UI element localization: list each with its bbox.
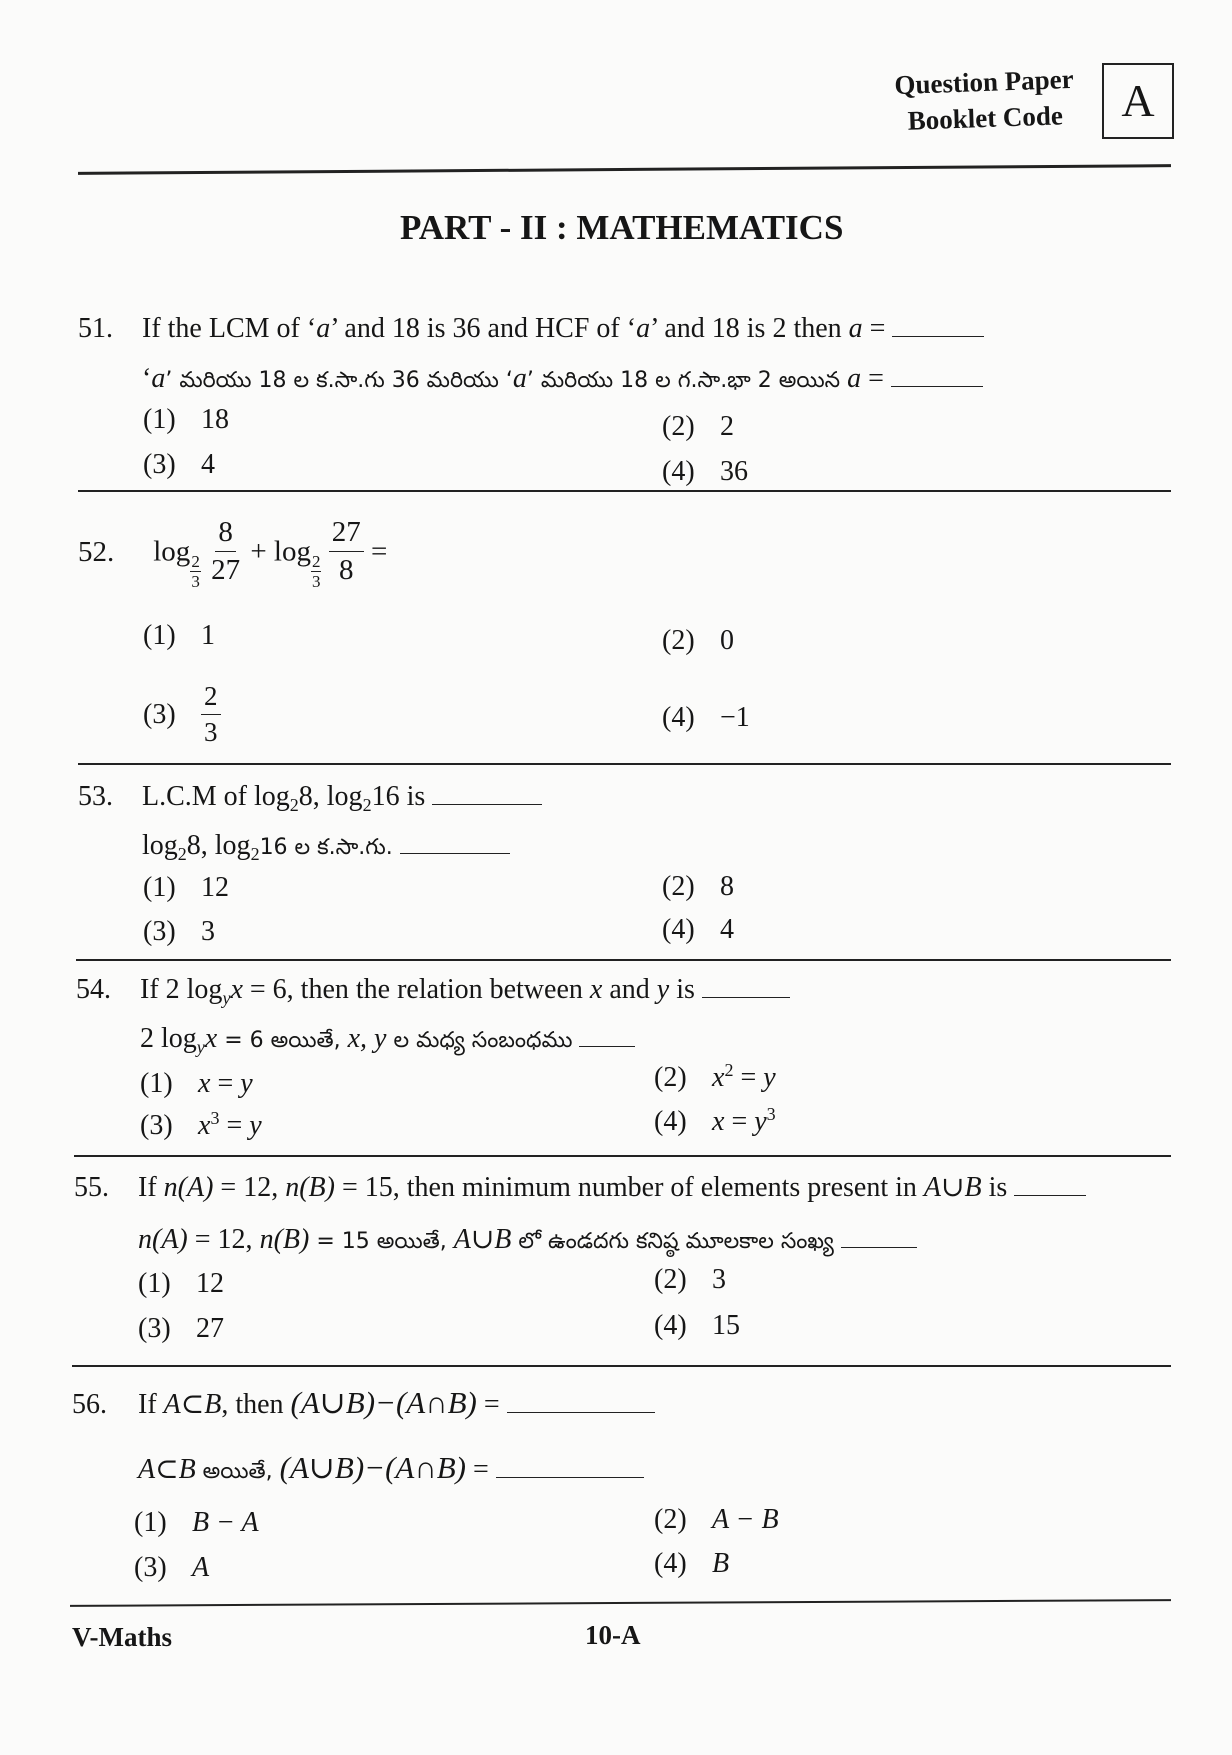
question-52: 52. log $\frac{2}{3}$ $\frac{8}{27}$ + log $\frac{2}{3}$ $\frac{27}{8}$ = [78, 516, 388, 591]
answer-blank [400, 831, 510, 854]
page-number: 10-A [585, 1620, 641, 1650]
footer-subject: V-Maths [72, 1622, 172, 1652]
answer-blank [892, 314, 984, 337]
question-54-number: 54. [76, 974, 111, 1005]
question-51-number: 51. [78, 313, 113, 344]
question-55: 55. If n(A) = 12, n(B) = 15, then minimum number of elements present in A∪B is [74, 1170, 1086, 1206]
booklet-label [894, 61, 1076, 139]
question-53: 53. L.C.M of $\log_28$, $\log_216$ is [78, 779, 542, 815]
option-56-4[interactable]: (4) B [654, 1548, 730, 1579]
answer-blank [496, 1455, 644, 1478]
question-53-telugu: $\log_28$, $\log_216$ ల క.సా.గు. [142, 828, 510, 866]
divider [76, 959, 1171, 961]
answer-blank [432, 782, 542, 805]
option-51-1[interactable]: (1) 18 [143, 404, 229, 435]
option-56-3[interactable]: (3) A [134, 1552, 210, 1583]
option-54-1[interactable]: (1) x = y [140, 1068, 253, 1099]
divider [74, 1155, 1171, 1157]
option-55-4[interactable]: (4) 15 [654, 1310, 740, 1341]
answer-blank [579, 1024, 635, 1047]
option-52-2[interactable]: (2) 0 [662, 625, 734, 656]
question-56-number: 56. [72, 1389, 107, 1420]
answer-blank [891, 364, 983, 387]
option-53-2[interactable]: (2) 8 [662, 871, 734, 902]
option-56-2[interactable]: (2) A − B [654, 1504, 779, 1535]
booklet-label-line1: Question Paper [893, 63, 1075, 101]
divider [78, 490, 1171, 492]
divider [78, 763, 1171, 765]
option-54-2[interactable]: (2) $x^2 = y$ [654, 1060, 776, 1093]
question-54-telugu: 2 $\log_yx = 6$ అయితే, x, y ల మధ్య సంబంధము [140, 1021, 635, 1059]
option-55-1[interactable]: (1) 12 [138, 1268, 224, 1299]
answer-blank [1014, 1173, 1086, 1196]
question-53-number: 53. [78, 781, 113, 812]
question-51-telugu: ‘a’ మరియు 18 ల క.సా.గు 36 మరియు ‘a’ మరియు 18 ల గ.సా.భా 2 అయిన a = [142, 361, 983, 399]
page-title: PART - II : MATHEMATICS [400, 208, 844, 247]
question-55-telugu: n(A) = 12, n(B) = 15 అయితే, A∪B లో ఉండదగు కనిష్ఠ మూలకాల సంఖ్య [138, 1222, 917, 1260]
option-51-3[interactable]: (3) 4 [143, 449, 215, 480]
option-53-1[interactable]: (1) 12 [143, 872, 229, 903]
question-51-text: If the LCM of ‘a’ and 18 is 36 and HCF of ‘a’ and 18 is 2 then a = [142, 313, 886, 344]
option-52-1[interactable]: (1) 1 [143, 620, 215, 651]
header-rule [78, 164, 1171, 175]
option-55-2[interactable]: (2) 3 [654, 1264, 726, 1295]
question-52-number: 52. [78, 535, 115, 568]
option-54-4[interactable]: (4) $x = y^3$ [654, 1104, 776, 1137]
answer-blank [507, 1390, 655, 1413]
question-55-number: 55. [74, 1172, 109, 1203]
booklet-code-box: A [1102, 63, 1174, 139]
answer-blank [702, 975, 790, 998]
option-53-4[interactable]: (4) 4 [662, 914, 734, 945]
question-56-telugu: A⊂B అయితే, (A∪B)−(A∩B) = [138, 1450, 644, 1490]
question-51 [78, 311, 984, 347]
footer-rule [70, 1599, 1171, 1607]
answer-blank [841, 1225, 917, 1248]
option-51-4[interactable]: (4) 36 [662, 456, 748, 487]
option-52-3[interactable]: (3) $\frac{2}{3}$ [143, 683, 221, 746]
question-56: 56. If A⊂B, then (A∪B)−(A∩B) = [72, 1385, 655, 1423]
option-51-2[interactable]: (2) 2 [662, 411, 734, 442]
option-54-3[interactable]: (3) $x^3 = y$ [140, 1108, 262, 1141]
divider [72, 1365, 1171, 1367]
option-53-3[interactable]: (3) 3 [143, 916, 215, 947]
option-55-3[interactable]: (3) 27 [138, 1313, 224, 1344]
question-54: 54. If 2 $\log_yx = 6$, then the relation between x and y is [76, 972, 790, 1008]
booklet-label-line2: Booklet Code [907, 100, 1064, 136]
option-56-1[interactable]: (1) B − A [134, 1507, 259, 1538]
option-52-4[interactable]: (4) −1 [662, 702, 750, 733]
